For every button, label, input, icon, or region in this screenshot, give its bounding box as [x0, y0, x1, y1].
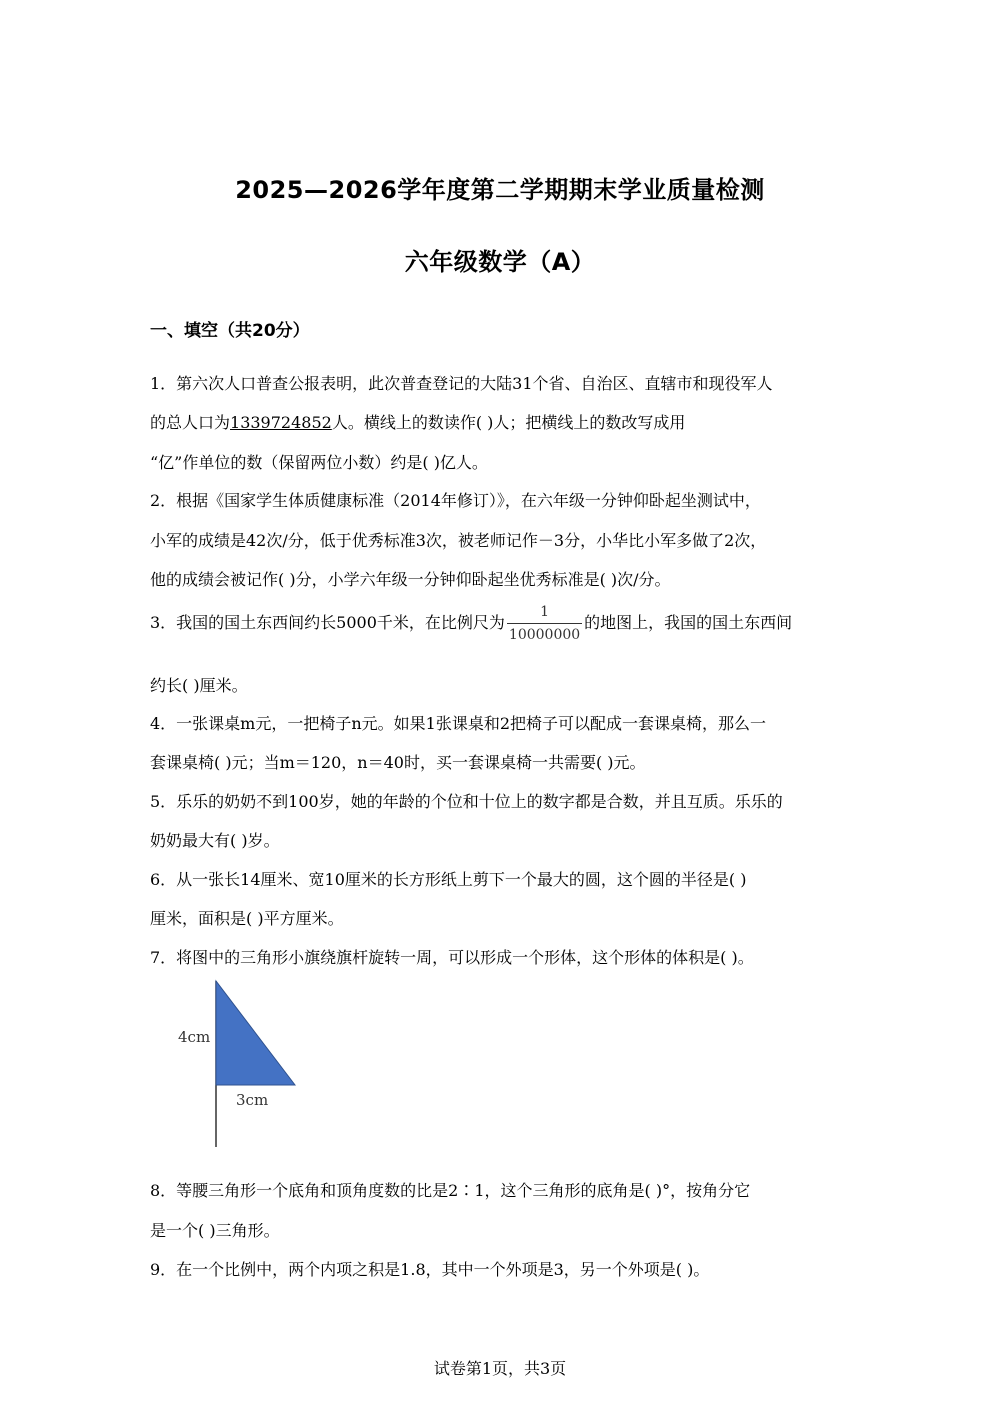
q2-line-1: 2．根据《国家学生体质健康标准（2014年修订）》，在六年级一分钟仰卧起坐测试中，: [150, 491, 761, 510]
q1-line-2: [150, 410, 685, 433]
height-label: 4cm: [178, 1028, 211, 1046]
q1-line-3: “亿”作单位的数（保留两位小数）约是( )亿人。: [150, 453, 488, 472]
q3-text: 3．我国的国土东西间约长5000千米，在比例尺为: [150, 613, 505, 632]
q1-text: 的总人口为: [150, 413, 231, 432]
page-footer: 试卷第1页，共3页: [433, 1359, 567, 1378]
q8-line-1: 8．等腰三角形一个底角和顶角度数的比是2∶1，这个三角形的底角是( )°，按角分它: [150, 1181, 751, 1200]
flag-figure: [170, 975, 330, 1155]
q5-line-1: 5．乐乐的奶奶不到100岁，她的年龄的个位和十位上的数字都是合数，并且互质。乐乐的: [150, 792, 783, 811]
q2-line-3: 他的成绩会被记作( )分，小学六年级一分钟仰卧起坐优秀标准是( )次/分。: [150, 570, 671, 589]
q6-line-2: 厘米，面积是( )平方厘米。: [150, 909, 344, 928]
exam-subtitle: 六年级数学（A）: [404, 248, 596, 276]
q7-line-1: 7．将图中的三角形小旗绕旗杆旋转一周，可以形成一个形体，这个形体的体积是( )。: [150, 948, 754, 967]
fraction-numerator: 1: [507, 604, 582, 624]
q3-line-2: 约长( )厘米。: [150, 676, 248, 695]
q5-line-2: 奶奶最大有( )岁。: [150, 831, 280, 850]
exam-title: 2025—2026学年度第二学期期末学业质量检测: [235, 176, 765, 204]
q4-line-2: 套课桌椅( )元；当m＝120，n＝40时，买一套课桌椅一共需要( )元。: [150, 753, 646, 772]
fraction-denominator: 10000000: [508, 627, 581, 643]
q1-text: 人。横线上的数读作( )人；把横线上的数改写成用: [331, 413, 686, 432]
q4-line-1: 4．一张课桌m元，一把椅子n元。如果1张课桌和2把椅子可以配成一套课桌椅，那么一: [150, 714, 767, 733]
base-label: 3cm: [236, 1091, 269, 1109]
q6-line-1: 6．从一张长14厘米、宽10厘米的长方形纸上剪下一个最大的圆，这个圆的半径是( ): [150, 870, 747, 889]
q9-line-1: 9．在一个比例中，两个内项之积是1.8，其中一个外项是3，另一个外项是( )。: [150, 1260, 710, 1279]
q2-line-2: 小军的成绩是42次/分，低于优秀标准3次，被老师记作－3分，小华比小军多做了2次，: [150, 531, 767, 550]
triangle-flag: [216, 981, 295, 1085]
q8-line-2: 是一个( )三角形。: [150, 1221, 280, 1240]
q3-text: 的地图上，我国的国土东西间: [584, 613, 793, 632]
q1-line-1: 1．第六次人口普查公报表明，此次普查登记的大陆31个省、自治区、直辖市和现役军人: [150, 374, 773, 393]
section-heading: 一、填空（共20分）: [150, 321, 310, 341]
q1-population-number: 1339724852: [230, 413, 332, 432]
scale-fraction: [507, 604, 582, 643]
q3-line-1: [150, 604, 792, 643]
